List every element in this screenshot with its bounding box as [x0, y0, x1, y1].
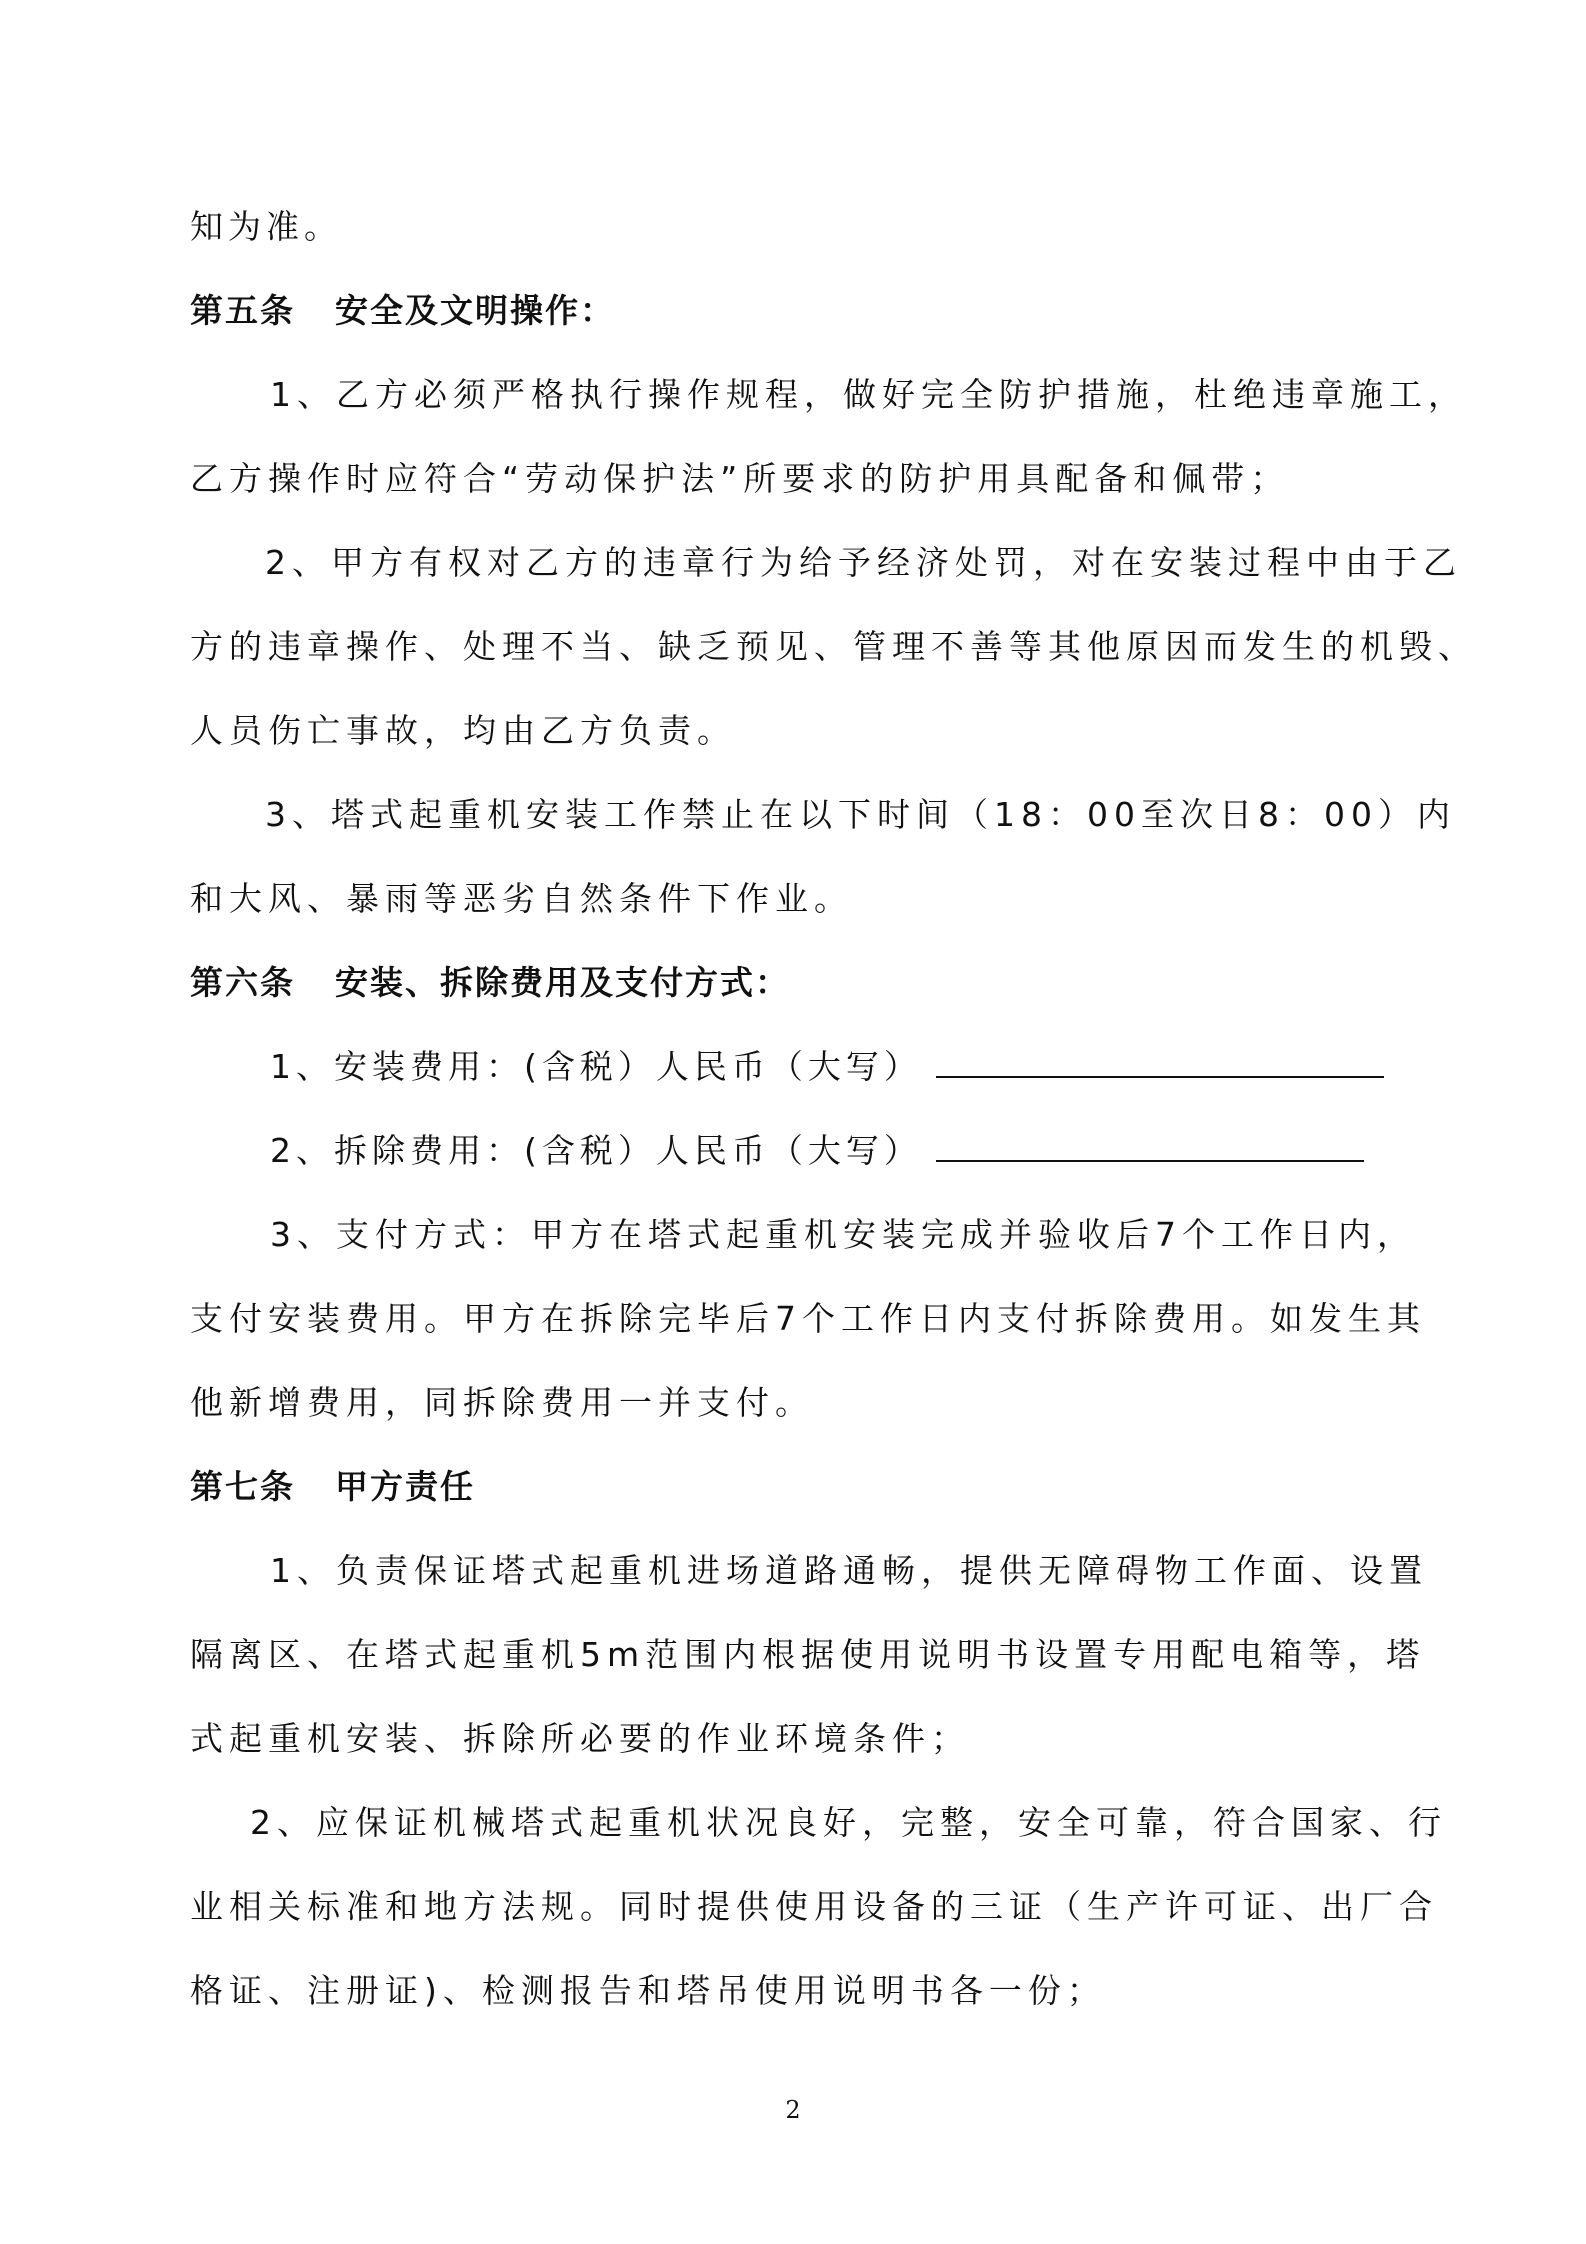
removal-fee-blank[interactable] [936, 1152, 1364, 1162]
section-6-heading [190, 961, 790, 1005]
section-5-title: 安全及文明操作： [335, 291, 615, 330]
section-7-title: 甲方责任 [335, 1467, 475, 1506]
clause-6-3-line-3: 他新增费用，同拆除费用一并支付。 [190, 1383, 814, 1422]
clause-7-1-line-2: 隔离区、在塔式起重机5m范围内根据使用说明书设置专用配电箱等，塔 [190, 1635, 1426, 1674]
section-5-number: 第五条 [190, 291, 295, 330]
section-5-heading [190, 289, 615, 333]
clause-5-1-line-1: 1、乙方必须严格执行操作规程，做好完全防护措施，杜绝违章施工， [270, 375, 1467, 414]
clause-5-2-line-3: 人员伤亡事故，均由乙方负责。 [190, 711, 736, 750]
section-7-number: 第七条 [190, 1467, 295, 1506]
removal-fee-line [270, 1129, 1364, 1173]
install-fee-blank[interactable] [936, 1068, 1384, 1078]
clause-5-2-line-2: 方的违章操作、处理不当、缺乏预见、管理不善等其他原因而发生的机毁、 [190, 627, 1477, 666]
clause-7-1-line-3: 式起重机安装、拆除所必要的作业环境条件； [190, 1719, 970, 1758]
clause-5-3-line-2: 和大风、暴雨等恶劣自然条件下作业。 [190, 879, 853, 918]
section-7-heading [190, 1465, 475, 1509]
page-number: 2 [785, 2096, 801, 2124]
clause-5-2-line-1: 2、甲方有权对乙方的违章行为给予经济处罚，对在安装过程中由于乙 [265, 543, 1462, 582]
clause-7-2-line-3: 格证、注册证)、检测报告和塔吊使用说明书各一份； [190, 1971, 1106, 2010]
clause-6-3-line-1: 3、支付方式：甲方在塔式起重机安装完成并验收后7个工作日内， [270, 1215, 1416, 1254]
clause-6-3-line-2: 支付安装费用。甲方在拆除完毕后7个工作日内支付拆除费用。如发生其 [190, 1299, 1426, 1338]
clause-7-2-line-2: 业相关标准和地方法规。同时提供使用设备的三证（生产许可证、出厂合 [190, 1887, 1438, 1926]
section-6-number: 第六条 [190, 963, 295, 1002]
clause-5-3-line-1: 3、塔式起重机安装工作禁止在以下时间（18：00至次日8：00）内 [265, 795, 1456, 834]
clause-7-2-line-1: 2、应保证机械塔式起重机状况良好，完整，安全可靠，符合国家、行 [250, 1803, 1447, 1842]
install-fee-line [270, 1045, 1384, 1089]
removal-fee-label: 2、拆除费用：(含税）人民币（大写） [270, 1131, 922, 1170]
clause-7-1-line-1: 1、负责保证塔式起重机进场道路通畅，提供无障碍物工作面、设置 [270, 1551, 1428, 1590]
install-fee-label: 1、安装费用：(含税）人民币（大写） [270, 1047, 922, 1086]
clause-5-1-line-2: 乙方操作时应符合“劳动保护法”所要求的防护用具配备和佩带； [190, 459, 1290, 498]
text-line: 知为准。 [190, 207, 342, 246]
section-6-title: 安装、拆除费用及支付方式： [335, 963, 790, 1002]
